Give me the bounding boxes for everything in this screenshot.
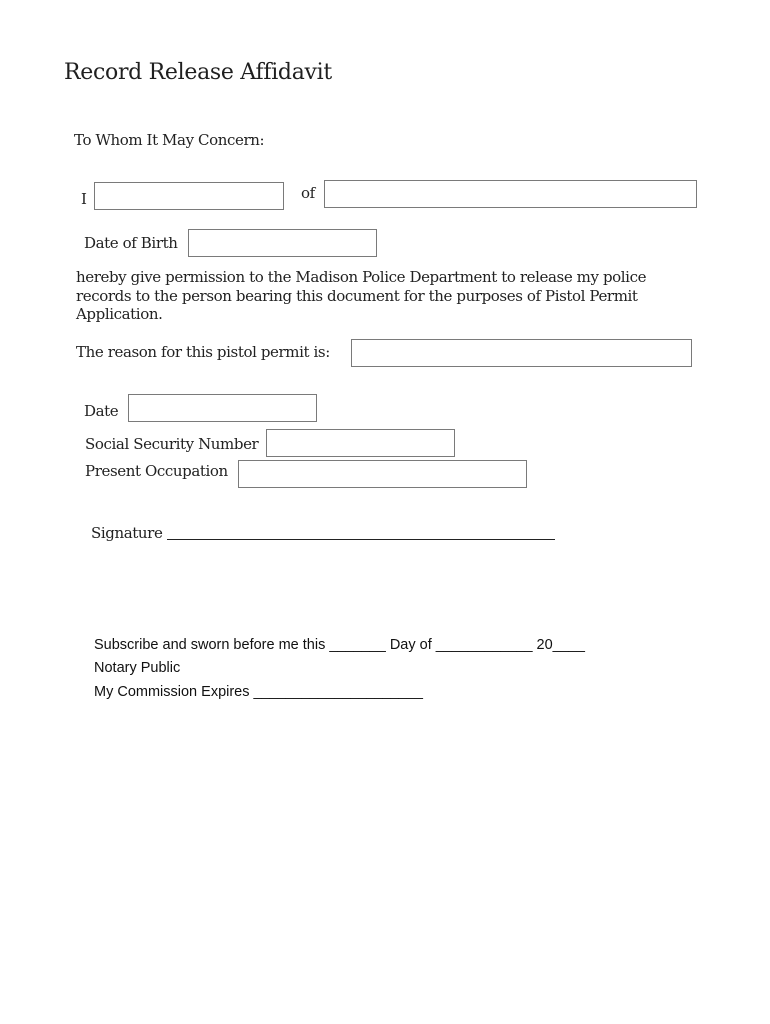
reason-label: The reason for this pistol permit is: — [76, 343, 330, 361]
address-field[interactable] — [324, 180, 697, 208]
occupation-field[interactable] — [238, 460, 527, 488]
signature-line[interactable] — [167, 539, 555, 540]
occupation-label: Present Occupation — [85, 462, 228, 480]
commission-expires-line: My Commission Expires _____________________ — [94, 684, 423, 700]
notary-sworn-line: Subscribe and sworn before me this _______ Day of ____________ 20____ — [94, 637, 585, 653]
page-title: Record Release Affidavit — [64, 60, 332, 85]
date-label: Date — [84, 402, 119, 420]
of-label: of — [301, 184, 315, 202]
permission-text: hereby give permission to the Madison Police Department to release my police records to the person bearing this document for the purposes of Pistol Permit Application. — [76, 268, 647, 323]
notary-public-label: Notary Public — [94, 660, 181, 676]
ssn-label: Social Security Number — [85, 435, 259, 453]
i-label: I — [81, 190, 87, 208]
salutation: To Whom It May Concern: — [74, 131, 265, 149]
dob-field[interactable] — [188, 229, 377, 257]
dob-label: Date of Birth — [84, 234, 178, 252]
reason-field[interactable] — [351, 339, 692, 367]
date-field[interactable] — [128, 394, 317, 422]
signature-label: Signature — [91, 524, 163, 542]
name-field[interactable] — [94, 182, 284, 210]
ssn-field[interactable] — [266, 429, 455, 457]
